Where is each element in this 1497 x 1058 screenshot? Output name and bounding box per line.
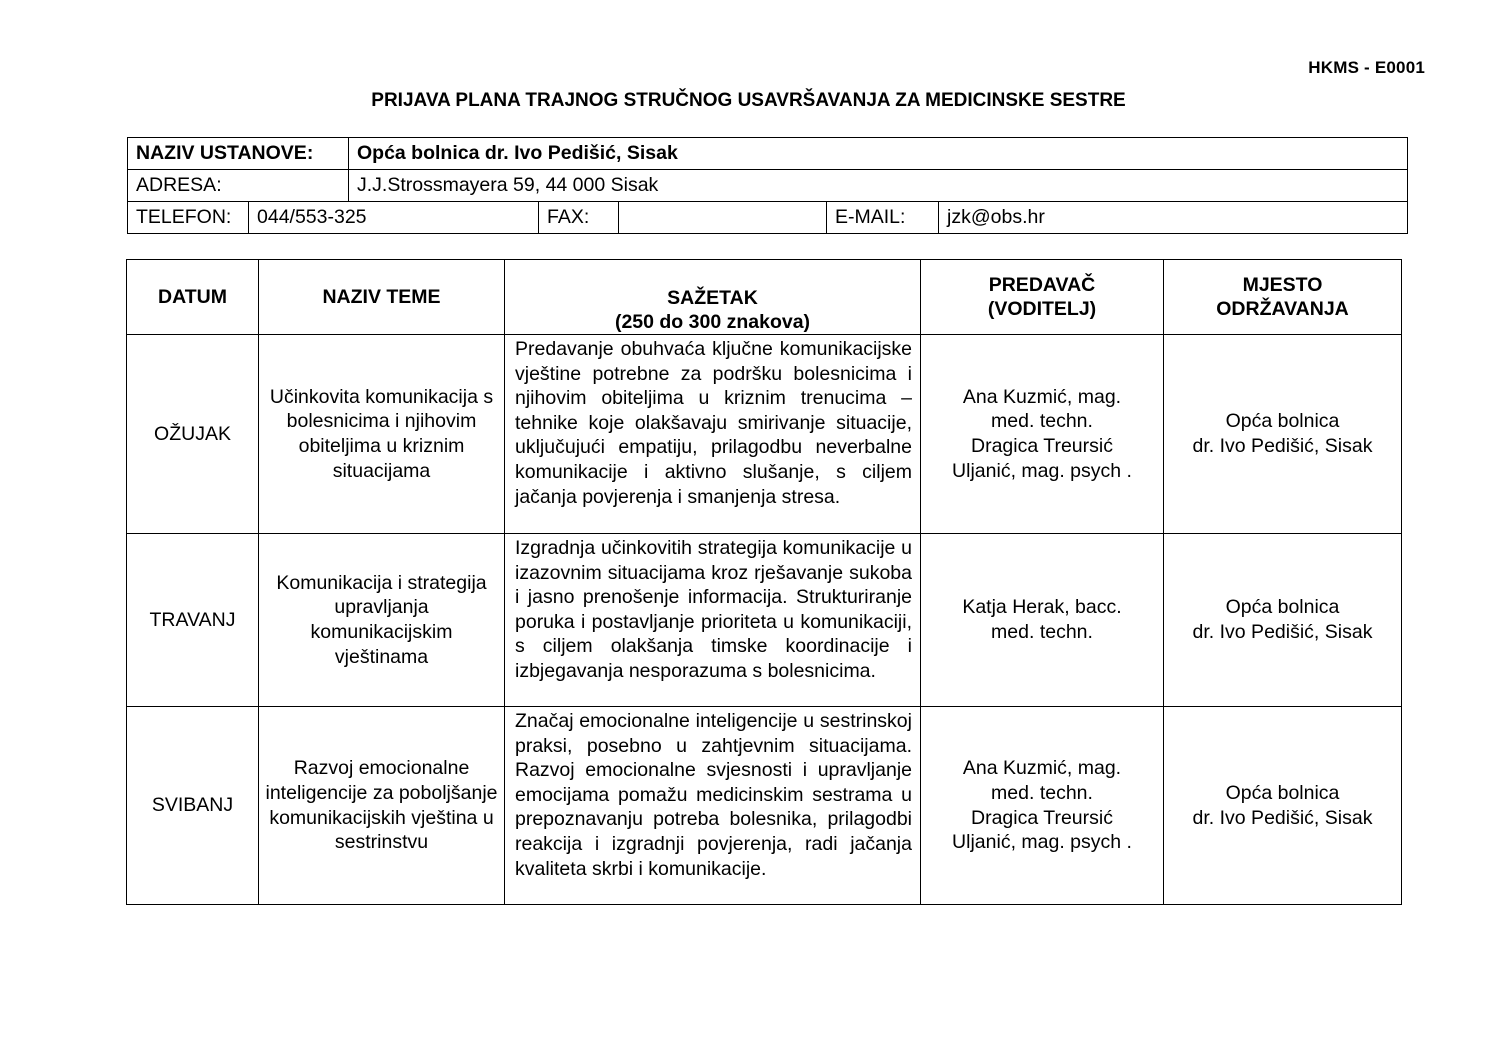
header-lecturer-line1: PREDAVAČ [988,274,1096,296]
lecturer-line: med. techn. [991,410,1093,433]
table-row [127,707,1402,905]
lecturer-line: Dragica Treursić [971,435,1113,457]
header-date: DATUM [127,260,259,335]
address-label: ADRESA: [128,170,349,202]
header-summary [505,260,921,335]
lecturer-line: Uljanić, mag. psych . [952,831,1132,854]
lecturer-line: Katja Herak, bacc. [962,596,1122,619]
row-topic: Razvoj emocionalne inteligencije za poboljšanje komunikacijskih vještina u sestrinstvu [259,707,505,905]
venue-line: Opća bolnica [1225,781,1340,804]
venue-line: Opća bolnica [1225,410,1340,433]
row-venue [1164,707,1402,905]
institution-name-value: Opća bolnica dr. Ivo Pedišić, Sisak [349,138,1408,170]
venue-line: dr. Ivo Pedišić, Sisak [1192,435,1373,457]
lecturer-line: Ana Kuzmić, mag. [962,385,1122,408]
lecturer-line: Ana Kuzmić, mag. [962,757,1122,780]
row-summary: Predavanje obuhvaća ključne komunikacijske vještine potrebne za podršku bolesnicima i njihovim obiteljima u kriznim trenucima – tehnike koje olakšavaju smirivanje situacije, uključujući empatiju, prilagodbu neverbalne komunikacije i aktivno slušanje, s ciljem jačanja povjerenja i smanjenja stresa. [505,335,921,534]
plan-header-row [127,260,1402,335]
row-lecturer [921,335,1164,534]
lecturer-line: Dragica Treursić [971,806,1113,829]
header-topic: NAZIV TEME [259,260,505,335]
row-venue [1164,335,1402,534]
header-summary-line2: (250 do 300 znakova) [614,311,811,333]
header-venue-line1: MJESTO [1242,274,1323,296]
email-value: jzk@obs.hr [939,202,1408,234]
education-plan-table [126,259,1402,905]
venue-line: dr. Ivo Pedišić, Sisak [1192,621,1373,643]
fax-label: FAX: [539,202,619,234]
phone-label: TELEFON: [128,202,249,234]
row-date: TRAVANJ [127,534,259,707]
row-venue [1164,534,1402,707]
lecturer-line: Uljanić, mag. psych . [952,459,1132,482]
row-topic: Komunikacija i strategija upravljanja komunikacijskim vještinama [259,534,505,707]
header-venue [1164,260,1402,335]
header-lecturer [921,260,1164,335]
table-row [127,534,1402,707]
institution-contact-row [128,202,1408,234]
row-topic: Učinkovita komunikacija s bolesnicima i njihovim obiteljima u kriznim situacijama [259,335,505,534]
phone-value: 044/553-325 [249,202,539,234]
row-summary: Značaj emocionalne inteligencije u sestrinskoj praksi, posebno u zahtjevnim situacijama. Razvoj emocionalne svjesnosti i upravljanje emocijama pomažu medicinskim sestrama u prepoznavanju potreba bolesnika, prilagodbi reakcija i izgradnji povjerenja, radi jačanja kvaliteta skrbi i komunikacije. [505,707,921,905]
institution-name-row [128,138,1408,170]
institution-name-label: NAZIV USTANOVE: [128,138,349,170]
header-summary-line1: SAŽETAK [667,287,758,309]
fax-value [619,202,827,234]
row-date: OŽUJAK [127,335,259,534]
row-date: SVIBANJ [127,707,259,905]
institution-table [127,137,1408,234]
email-label: E-MAIL: [827,202,939,234]
lecturer-line: med. techn. [991,621,1093,643]
lecturer-line: med. techn. [991,781,1093,804]
row-lecturer [921,534,1164,707]
table-row [127,335,1402,534]
document-code: HKMS - E0001 [1308,58,1425,77]
address-value: J.J.Strossmayera 59, 44 000 Sisak [349,170,1408,202]
row-lecturer [921,707,1164,905]
header-lecturer-line2: (VODITELJ) [987,298,1097,320]
document-title: PRIJAVA PLANA TRAJNOG STRUČNOG USAVRŠAVANJA ZA MEDICINSKE SESTRE [371,90,1126,111]
row-summary: Izgradnja učinkovitih strategija komunikacije u izazovnim situacijama kroz rješavanje sukoba i jasno prenošenje informacija. Strukturiranje poruka i postavljanje prioriteta u komunikaciji, s ciljem olakšanja timske koordinacije i izbjegavanja nesporazuma s bolesnicima. [505,534,921,707]
venue-line: Opća bolnica [1225,596,1340,619]
venue-line: dr. Ivo Pedišić, Sisak [1192,806,1373,829]
header-venue-line2: ODRŽAVANJA [1216,298,1349,320]
institution-address-row [128,170,1408,202]
